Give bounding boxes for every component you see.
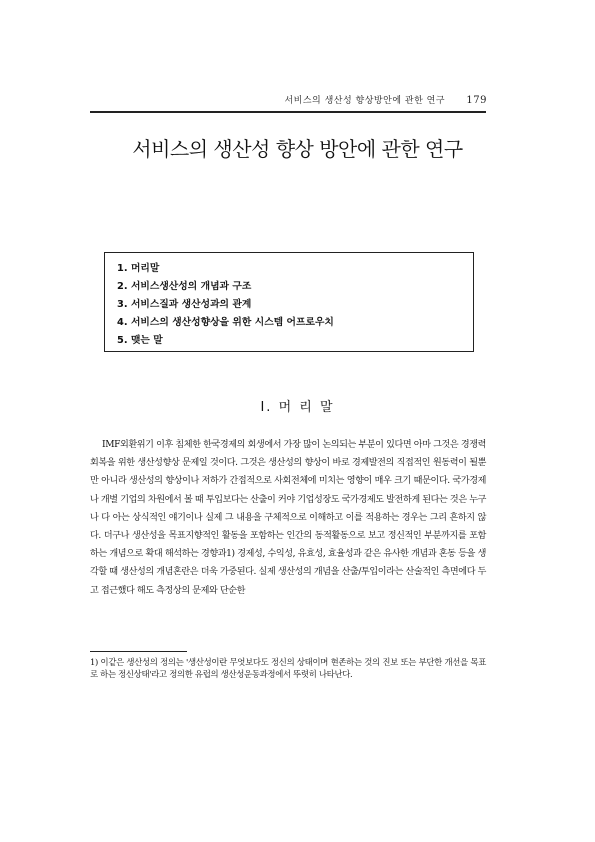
body-paragraph: IMF외환위기 이후 침체한 한국경제의 회생에서 가장 많이 논의되는 부분이 있다면 아마 그것은 경쟁력회복을 위한 생산성향상 문제일 것이다. 그것은 생산성의 향상이 바로 경제발전의 직접적인 원동력이 될뿐만 아니라 생산성의 향상이나 저하가 간접적으로 사회전체에 미치는 영향이 매우 크기 때문이다. 국가경제나 개별 기업의 차원에서 볼 때 투입보다는 산출이 커야 기업성장도 국가경제도 발전하게 된다는 것은 누구나 다 아는 상식적인 얘기이나 실제 그 내용을 구체적으로 이해하고 이를 적용하는 경우는 그리 흔하지 않다. 더구나 생산성을 목표지향적인 활동을 포함하는 인간의 동적활동으로 보고 정신적인 부분까지를 포함하는 개념으로 확대 해석하는 경향과1) 경제성, 수익성, 유효성, 효율성과 같은 유사한 개념과 혼동 등을 생각할 때 생산성의 개념혼란은 더욱 가중된다. 실제 생산성의 개념을 산출/투입이라는 산술적인 측면에다 두고 접근했다 해도 측정상의 문제와 단순한	[90, 440, 486, 596]
running-header	[284, 93, 487, 106]
header-rule	[90, 111, 486, 113]
toc-item: 2. 서비스생산성의 개념과 구조	[117, 281, 252, 292]
section-heading: Ⅰ. 머 리 말	[260, 400, 335, 415]
toc-item: 3. 서비스질과 생산성과의 관계	[117, 299, 252, 310]
toc-item: 4. 서비스의 생산성향상을 위한 시스템 어프로우치	[117, 317, 334, 328]
footnote: 1) 이같은 생산성의 정의는 '생산성이란 무엇보다도 정신의 상태이며 현존하는 것의 진보 또는 부단한 개선을 목표로 하는 정신상태'라고 정의한 유럽의 생산성운동과정에서 뚜렷히 나타난다.	[90, 657, 486, 679]
running-title: 서비스의 생산성 향상방안에 관한 연구	[284, 96, 446, 106]
page-number: 179	[466, 95, 487, 106]
table-of-contents	[104, 252, 474, 352]
paper-title: 서비스의 생산성 향상 방안에 관한 연구	[132, 137, 463, 161]
toc-item: 5. 맺는 말	[117, 335, 163, 346]
footnote-rule	[90, 651, 187, 652]
toc-item: 1. 머리말	[117, 263, 160, 274]
